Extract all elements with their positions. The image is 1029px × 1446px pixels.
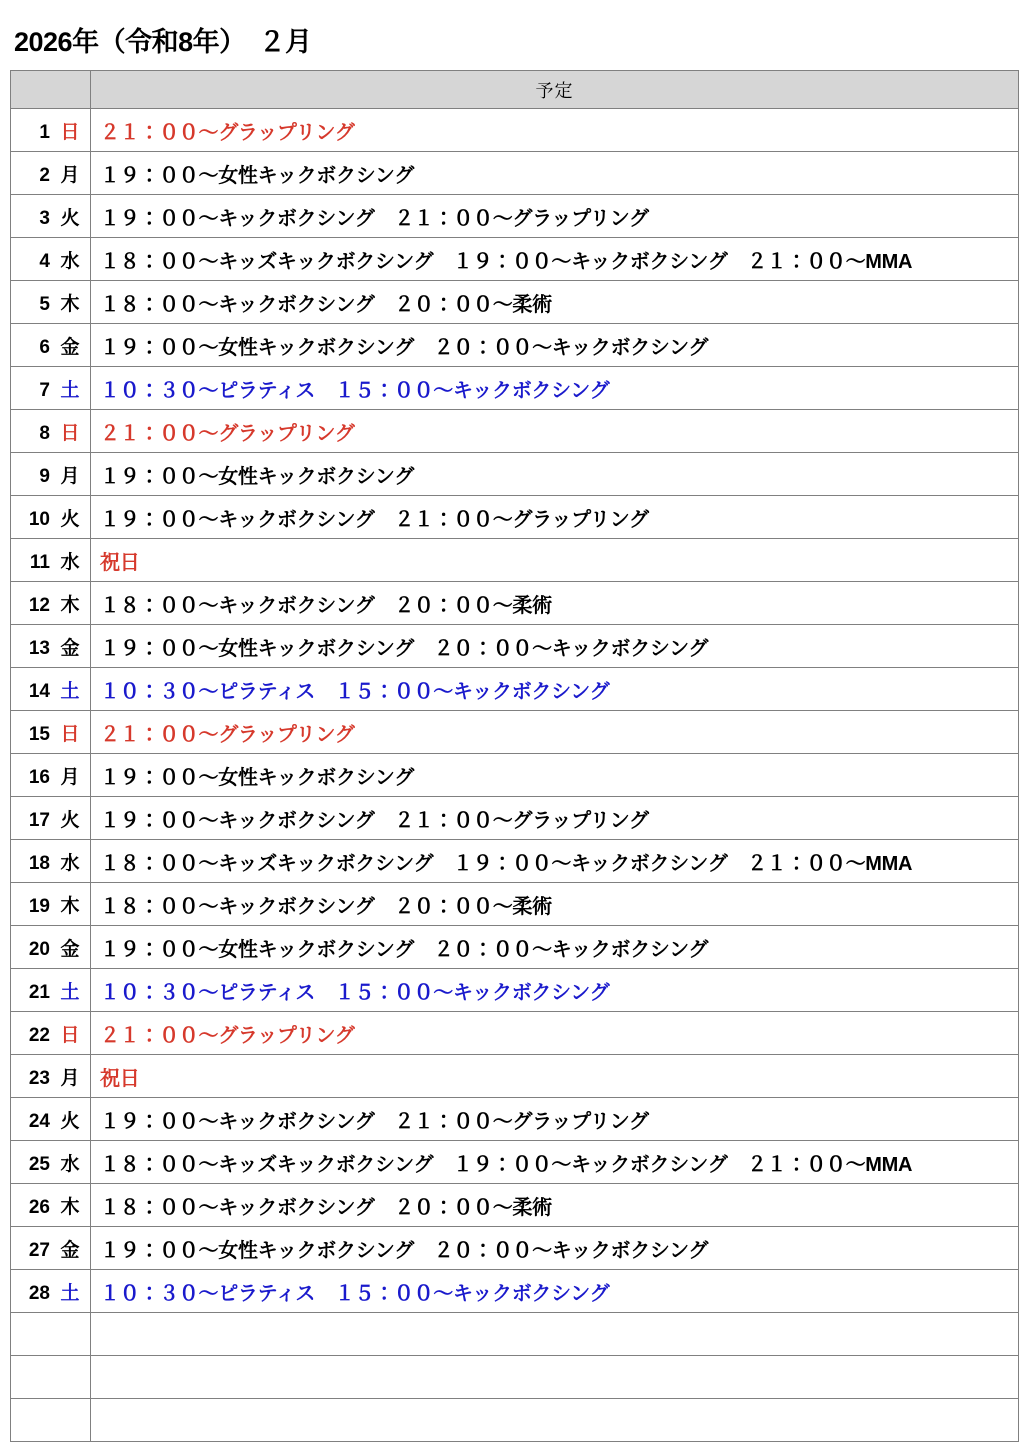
day-number: 16 [28, 766, 50, 788]
monthly-schedule-table [10, 70, 1019, 1442]
table-row [11, 324, 1019, 367]
day-of-week: 月 [60, 1067, 80, 1089]
day-number: 2 [39, 164, 50, 186]
day-of-week: 火 [60, 508, 80, 530]
plan-cell: １８：００〜キックボクシング ２０：００〜柔術 [91, 1184, 1019, 1227]
day-number: 13 [28, 637, 50, 659]
day-number: 25 [28, 1153, 50, 1175]
table-row [11, 1227, 1019, 1270]
day-of-week: 金 [60, 938, 80, 960]
day-of-week: 土 [60, 379, 80, 401]
date-cell [11, 152, 91, 195]
plan-cell-empty [91, 1313, 1019, 1356]
table-row [11, 539, 1019, 582]
plan-cell: 祝日 [91, 1055, 1019, 1098]
plan-cell: １９：００〜女性キックボクシング ２０：００〜キックボクシング [91, 324, 1019, 367]
day-of-week: 水 [60, 250, 80, 272]
day-of-week: 日 [60, 121, 80, 143]
day-of-week: 火 [60, 207, 80, 229]
table-row [11, 969, 1019, 1012]
plan-cell: １８：００〜キッズキックボクシング １９：００〜キックボクシング ２１：００〜MMA [91, 238, 1019, 281]
date-cell [11, 1184, 91, 1227]
day-number: 8 [39, 422, 50, 444]
day-number: 17 [28, 809, 50, 831]
table-row [11, 238, 1019, 281]
date-cell [11, 1227, 91, 1270]
day-number: 10 [28, 508, 50, 530]
day-number: 11 [29, 551, 50, 573]
date-cell [11, 367, 91, 410]
table-row [11, 582, 1019, 625]
table-row [11, 1055, 1019, 1098]
table-row [11, 1098, 1019, 1141]
column-header-plan: 予定 [91, 71, 1019, 109]
table-row [11, 195, 1019, 238]
date-cell [11, 1098, 91, 1141]
day-number: 21 [28, 981, 50, 1003]
day-of-week: 土 [60, 981, 80, 1003]
day-of-week: 火 [60, 1110, 80, 1132]
day-number: 5 [39, 293, 50, 315]
day-of-week: 火 [60, 809, 80, 831]
day-of-week: 水 [60, 852, 80, 874]
day-of-week: 土 [60, 1282, 80, 1304]
day-number: 4 [39, 250, 50, 272]
day-of-week: 月 [60, 766, 80, 788]
date-cell [11, 840, 91, 883]
day-number: 20 [28, 938, 50, 960]
page-title: 2026年（令和8年） ２月 [14, 27, 312, 57]
table-row-empty [11, 1356, 1019, 1399]
day-number: 15 [28, 723, 50, 745]
date-cell [11, 1141, 91, 1184]
day-of-week: 月 [60, 465, 80, 487]
table-row [11, 367, 1019, 410]
date-cell [11, 668, 91, 711]
date-cell [11, 754, 91, 797]
date-cell [11, 496, 91, 539]
date-cell [11, 453, 91, 496]
plan-cell: １９：００〜キックボクシング ２１：００〜グラップリング [91, 496, 1019, 539]
date-cell [11, 883, 91, 926]
date-cell [11, 1399, 91, 1442]
table-row [11, 883, 1019, 926]
day-number: 22 [28, 1024, 50, 1046]
day-of-week: 日 [60, 422, 80, 444]
day-of-week: 日 [60, 1024, 80, 1046]
column-header-date [11, 71, 91, 109]
table-row [11, 109, 1019, 152]
plan-cell: １９：００〜キックボクシング ２１：００〜グラップリング [91, 1098, 1019, 1141]
day-number: 7 [39, 379, 50, 401]
day-number: 19 [28, 895, 50, 917]
date-cell [11, 109, 91, 152]
day-number: 26 [28, 1196, 50, 1218]
table-row [11, 1270, 1019, 1313]
date-cell [11, 711, 91, 754]
table-row [11, 453, 1019, 496]
day-number: 12 [28, 594, 50, 616]
table-row [11, 1012, 1019, 1055]
date-cell [11, 1012, 91, 1055]
day-of-week: 金 [60, 1239, 80, 1261]
plan-cell: １８：００〜キックボクシング ２０：００〜柔術 [91, 281, 1019, 324]
plan-cell: １９：００〜女性キックボクシング ２０：００〜キックボクシング [91, 625, 1019, 668]
plan-cell-empty [91, 1356, 1019, 1399]
day-number: 9 [39, 465, 50, 487]
date-cell [11, 195, 91, 238]
table-row [11, 1141, 1019, 1184]
date-cell [11, 238, 91, 281]
date-cell [11, 797, 91, 840]
day-number: 6 [39, 336, 50, 358]
table-row [11, 797, 1019, 840]
plan-cell: １０：３０〜ピラティス １５：００〜キックボクシング [91, 969, 1019, 1012]
plan-cell: １９：００〜キックボクシング ２１：００〜グラップリング [91, 195, 1019, 238]
table-row [11, 926, 1019, 969]
table-row [11, 496, 1019, 539]
table-row [11, 152, 1019, 195]
day-number: 23 [28, 1067, 50, 1089]
plan-cell: １８：００〜キックボクシング ２０：００〜柔術 [91, 883, 1019, 926]
date-cell [11, 281, 91, 324]
date-cell [11, 1055, 91, 1098]
plan-cell: １０：３０〜ピラティス １５：００〜キックボクシング [91, 367, 1019, 410]
day-of-week: 日 [60, 723, 80, 745]
date-cell [11, 582, 91, 625]
table-header-row [11, 71, 1019, 109]
table-row [11, 668, 1019, 711]
day-number: 14 [28, 680, 50, 702]
day-number: 24 [28, 1110, 50, 1132]
plan-cell: １９：００〜キックボクシング ２１：００〜グラップリング [91, 797, 1019, 840]
day-of-week: 木 [60, 1196, 80, 1218]
table-row [11, 840, 1019, 883]
plan-cell: ２１：００〜グラップリング [91, 410, 1019, 453]
day-of-week: 木 [60, 594, 80, 616]
plan-cell: １９：００〜女性キックボクシング [91, 453, 1019, 496]
plan-cell: ２１：００〜グラップリング [91, 109, 1019, 152]
plan-cell: ２１：００〜グラップリング [91, 1012, 1019, 1055]
date-cell [11, 324, 91, 367]
table-body [11, 109, 1019, 1442]
table-row [11, 625, 1019, 668]
plan-cell: １９：００〜女性キックボクシング ２０：００〜キックボクシング [91, 1227, 1019, 1270]
plan-cell: １８：００〜キッズキックボクシング １９：００〜キックボクシング ２１：００〜MMA [91, 840, 1019, 883]
table-row [11, 410, 1019, 453]
day-of-week: 月 [60, 164, 80, 186]
day-of-week: 木 [60, 293, 80, 315]
table-row [11, 754, 1019, 797]
date-cell [11, 969, 91, 1012]
table-row-empty [11, 1313, 1019, 1356]
day-of-week: 金 [60, 637, 80, 659]
date-cell [11, 539, 91, 582]
table-row [11, 711, 1019, 754]
day-of-week: 水 [60, 1153, 80, 1175]
day-number: 28 [28, 1282, 50, 1304]
table-row-empty [11, 1399, 1019, 1442]
plan-cell-empty [91, 1399, 1019, 1442]
date-cell [11, 1313, 91, 1356]
date-cell [11, 625, 91, 668]
plan-cell: １８：００〜キッズキックボクシング １９：００〜キックボクシング ２１：００〜MMA [91, 1141, 1019, 1184]
day-number: 3 [39, 207, 50, 229]
day-of-week: 土 [60, 680, 80, 702]
plan-cell: １９：００〜女性キックボクシング [91, 152, 1019, 195]
day-of-week: 金 [60, 336, 80, 358]
date-cell [11, 410, 91, 453]
plan-cell: １０：３０〜ピラティス １５：００〜キックボクシング [91, 1270, 1019, 1313]
date-cell [11, 1270, 91, 1313]
day-number: 27 [28, 1239, 50, 1261]
plan-cell: １８：００〜キックボクシング ２０：００〜柔術 [91, 582, 1019, 625]
table-row [11, 281, 1019, 324]
plan-cell: 祝日 [91, 539, 1019, 582]
plan-cell: １９：００〜女性キックボクシング [91, 754, 1019, 797]
date-cell [11, 926, 91, 969]
table-row [11, 1184, 1019, 1227]
day-of-week: 木 [60, 895, 80, 917]
plan-cell: １０：３０〜ピラティス １５：００〜キックボクシング [91, 668, 1019, 711]
plan-cell: ２１：００〜グラップリング [91, 711, 1019, 754]
day-number: 1 [39, 121, 50, 143]
day-number: 18 [28, 852, 50, 874]
date-cell [11, 1356, 91, 1399]
plan-cell: １９：００〜女性キックボクシング ２０：００〜キックボクシング [91, 926, 1019, 969]
day-of-week: 水 [60, 551, 80, 573]
